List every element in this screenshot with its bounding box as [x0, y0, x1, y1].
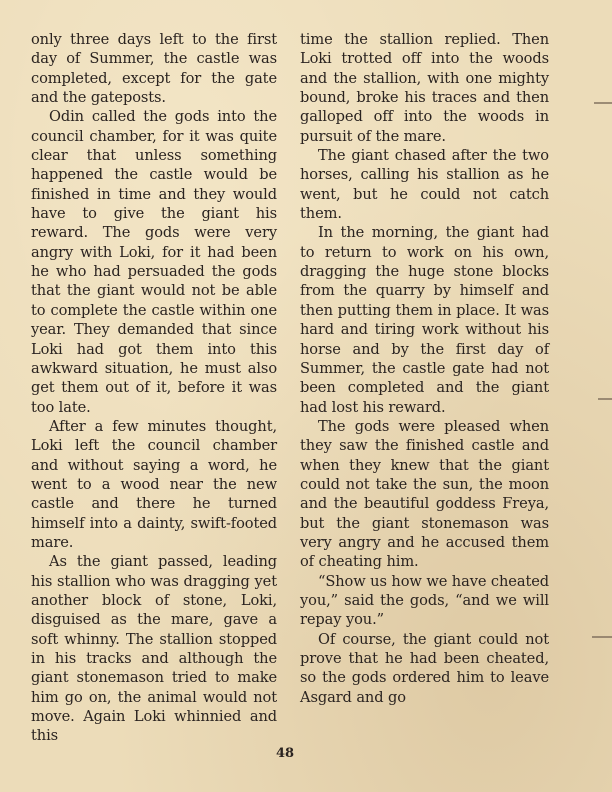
left-column: [31, 30, 277, 746]
edge-mark: [592, 636, 612, 638]
paragraph: In the morning, the giant had to return to work on his own, dragging the huge stone blocks from the quarry by himself and then putting them in place. It was hard and tiring work without his horse and by the first day of Summer, the castle gate had not been completed and the giant had lost his reward.: [300, 224, 549, 416]
paragraph: only three days left to the first day of Summer, the castle was completed, except for the gate and the gateposts.: [31, 31, 277, 107]
edge-mark: [594, 102, 612, 104]
paragraph: The giant chased after the two horses, calling his stallion as he went, but he could not catch them.: [300, 147, 549, 223]
paragraph: “Show us how we have cheated you,” said the gods, “and we will repay you.”: [300, 572, 549, 629]
paragraph: As the giant passed, leading his stallion who was dragging yet another block of stone, Loki, disguised as the mare, gave a soft whinny. The stallion stopped in his tracks and although the giant stonemason tried to make him go on, the animal would not move. Again Loki whinnied and this: [31, 553, 277, 745]
paragraph: After a few minutes thought, Loki left the council chamber and without saying a word, he went to a wood near the new castle and there he turned himself into a dainty, swift-footed mare.: [31, 417, 277, 551]
paragraph: The gods were pleased when they saw the finished castle and when they knew that the giant could not take the sun, the moon and the beautiful goddess Freya, but the giant stonemason was very angry and he accused them of cheating him.: [300, 417, 549, 571]
paragraph: Of course, the giant could not prove that he had been cheated, so the gods ordered him to leave Asgard and go: [300, 630, 549, 706]
paragraph: time the stallion replied. Then Loki trotted off into the woods and the stallion, with one mighty bound, broke his traces and then galloped off into the woods in pursuit of the mare.: [300, 31, 549, 145]
edge-mark: [598, 398, 612, 400]
paragraph: Odin called the gods into the council chamber, for it was quite clear that unless something happened the castle would be finished in time and they would have to give the giant his reward. The gods were very angry with Loki, for it had been he who had persuaded the gods that the giant would not be able to complete the castle within one year. They demanded that since Loki had got them into this awkward situation, he must also get them out of it, before it was too late.: [31, 108, 277, 416]
right-column: [300, 30, 549, 707]
page-number: 48: [275, 746, 295, 761]
